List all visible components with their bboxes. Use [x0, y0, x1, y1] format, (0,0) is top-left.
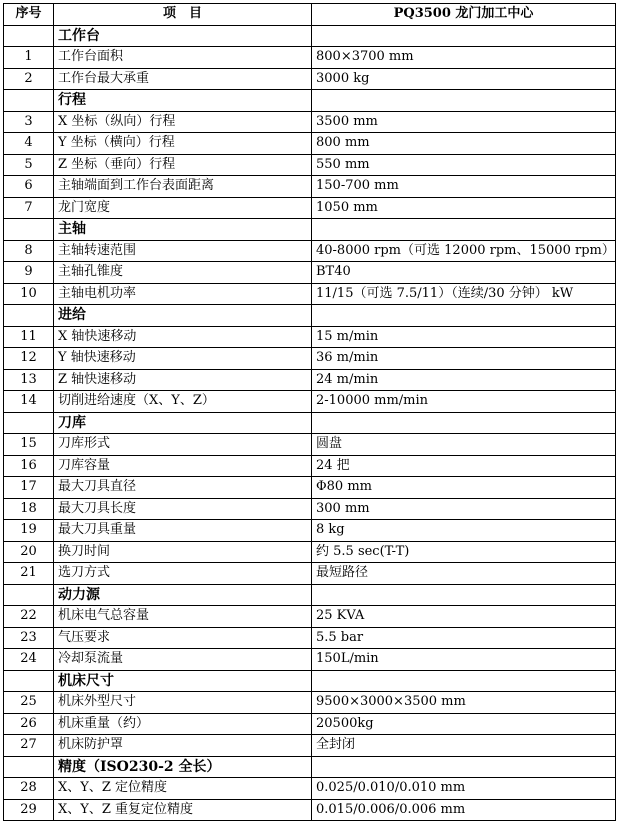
table-row — [4, 455, 616, 477]
row-value: 1050 mm — [312, 197, 616, 219]
row-value: 24 把 — [312, 455, 616, 477]
row-item: 龙门宽度 — [54, 197, 312, 219]
section-no-cell — [4, 90, 54, 112]
section-title: 刀库 — [54, 412, 312, 434]
row-item: 最大刀具长度 — [54, 498, 312, 520]
row-value: 11/15（可选 7.5/11）（连续/30 分钟） kW — [312, 283, 616, 305]
row-number: 22 — [4, 606, 54, 628]
row-item: 切削进给速度（X、Y、Z） — [54, 391, 312, 413]
section-no-cell — [4, 756, 54, 778]
row-value: 0.025/0.010/0.010 mm — [312, 778, 616, 800]
row-item: 主轴电机功率 — [54, 283, 312, 305]
section-value-cell — [312, 305, 616, 327]
table-row — [4, 735, 616, 757]
row-item: 气压要求 — [54, 627, 312, 649]
row-number: 18 — [4, 498, 54, 520]
table-row — [4, 391, 616, 413]
row-item: 冷却泵流量 — [54, 649, 312, 671]
table-row — [4, 262, 616, 284]
row-value: 800 mm — [312, 133, 616, 155]
row-number: 17 — [4, 477, 54, 499]
spec-table-body — [4, 25, 616, 821]
row-item: 最大刀具重量 — [54, 520, 312, 542]
row-item: X、Y、Z 重复定位精度 — [54, 799, 312, 821]
table-row — [4, 326, 616, 348]
row-value: 圆盘 — [312, 434, 616, 456]
row-item: 主轴孔锥度 — [54, 262, 312, 284]
row-item: Z 轴快速移动 — [54, 369, 312, 391]
row-value: 最短路径 — [312, 563, 616, 585]
row-value: 3500 mm — [312, 111, 616, 133]
section-no-cell — [4, 670, 54, 692]
section-value-cell — [312, 219, 616, 241]
row-number: 26 — [4, 713, 54, 735]
row-number: 16 — [4, 455, 54, 477]
table-row — [4, 799, 616, 821]
header-model: PQ3500 龙门加工中心 — [312, 4, 616, 26]
section-title: 行程 — [54, 90, 312, 112]
row-number: 13 — [4, 369, 54, 391]
row-value: 全封闭 — [312, 735, 616, 757]
section-value-cell — [312, 412, 616, 434]
row-item: 选刀方式 — [54, 563, 312, 585]
row-value: 约 5.5 sec(T-T) — [312, 541, 616, 563]
row-item: 刀库容量 — [54, 455, 312, 477]
row-item: 主轴转速范围 — [54, 240, 312, 262]
table-row — [4, 369, 616, 391]
row-number: 1 — [4, 47, 54, 69]
row-value: Φ80 mm — [312, 477, 616, 499]
header-row — [4, 4, 616, 26]
spec-table — [3, 3, 616, 821]
section-value-cell — [312, 25, 616, 47]
table-row — [4, 197, 616, 219]
row-item: X 坐标（纵向）行程 — [54, 111, 312, 133]
section-title: 动力源 — [54, 584, 312, 606]
row-item: 工作台面积 — [54, 47, 312, 69]
row-value: 2-10000 mm/min — [312, 391, 616, 413]
table-row — [4, 477, 616, 499]
row-number: 5 — [4, 154, 54, 176]
row-number: 19 — [4, 520, 54, 542]
section-title: 工作台 — [54, 25, 312, 47]
table-row — [4, 778, 616, 800]
table-row — [4, 434, 616, 456]
row-item: 刀库形式 — [54, 434, 312, 456]
section-title: 主轴 — [54, 219, 312, 241]
row-value: 5.5 bar — [312, 627, 616, 649]
row-item: Y 轴快速移动 — [54, 348, 312, 370]
row-value: 550 mm — [312, 154, 616, 176]
row-value: 800×3700 mm — [312, 47, 616, 69]
section-row — [4, 25, 616, 47]
section-no-cell — [4, 219, 54, 241]
section-row — [4, 219, 616, 241]
section-no-cell — [4, 305, 54, 327]
row-item: 机床防护罩 — [54, 735, 312, 757]
row-number: 24 — [4, 649, 54, 671]
section-value-cell — [312, 90, 616, 112]
row-value: 0.015/0.006/0.006 mm — [312, 799, 616, 821]
row-item: 机床电气总容量 — [54, 606, 312, 628]
section-row — [4, 90, 616, 112]
row-value: 150L/min — [312, 649, 616, 671]
row-number: 12 — [4, 348, 54, 370]
row-item: Y 坐标（横向）行程 — [54, 133, 312, 155]
table-row — [4, 68, 616, 90]
row-item: 工作台最大承重 — [54, 68, 312, 90]
row-value: 3000 kg — [312, 68, 616, 90]
row-number: 7 — [4, 197, 54, 219]
section-row — [4, 305, 616, 327]
row-number: 2 — [4, 68, 54, 90]
row-number: 15 — [4, 434, 54, 456]
row-item: Z 坐标（垂向）行程 — [54, 154, 312, 176]
row-value: 40-8000 rpm（可选 12000 rpm、15000 rpm） — [312, 240, 616, 262]
row-item: 换刀时间 — [54, 541, 312, 563]
row-item: 机床外型尺寸 — [54, 692, 312, 714]
section-title: 精度（ISO230-2 全长） — [54, 756, 312, 778]
section-row — [4, 756, 616, 778]
row-value: 25 KVA — [312, 606, 616, 628]
section-value-cell — [312, 756, 616, 778]
row-number: 21 — [4, 563, 54, 585]
section-value-cell — [312, 584, 616, 606]
row-value: 15 m/min — [312, 326, 616, 348]
table-row — [4, 520, 616, 542]
row-number: 23 — [4, 627, 54, 649]
section-no-cell — [4, 584, 54, 606]
row-value: 20500kg — [312, 713, 616, 735]
section-value-cell — [312, 670, 616, 692]
row-value: 36 m/min — [312, 348, 616, 370]
row-item: X、Y、Z 定位精度 — [54, 778, 312, 800]
row-number: 28 — [4, 778, 54, 800]
row-number: 11 — [4, 326, 54, 348]
table-row — [4, 154, 616, 176]
row-number: 25 — [4, 692, 54, 714]
row-number: 27 — [4, 735, 54, 757]
row-number: 14 — [4, 391, 54, 413]
table-row — [4, 541, 616, 563]
row-value: 300 mm — [312, 498, 616, 520]
row-item: X 轴快速移动 — [54, 326, 312, 348]
row-number: 20 — [4, 541, 54, 563]
row-number: 9 — [4, 262, 54, 284]
table-row — [4, 606, 616, 628]
table-row — [4, 692, 616, 714]
row-item: 最大刀具直径 — [54, 477, 312, 499]
row-item: 机床重量（约） — [54, 713, 312, 735]
table-row — [4, 133, 616, 155]
row-number: 29 — [4, 799, 54, 821]
table-row — [4, 649, 616, 671]
row-value: 8 kg — [312, 520, 616, 542]
section-title: 机床尺寸 — [54, 670, 312, 692]
table-row — [4, 176, 616, 198]
row-value: 9500×3000×3500 mm — [312, 692, 616, 714]
header-no: 序号 — [4, 4, 54, 26]
table-row — [4, 283, 616, 305]
row-number: 10 — [4, 283, 54, 305]
row-value: 150-700 mm — [312, 176, 616, 198]
table-row — [4, 563, 616, 585]
row-number: 4 — [4, 133, 54, 155]
row-number: 3 — [4, 111, 54, 133]
row-value: 24 m/min — [312, 369, 616, 391]
section-row — [4, 670, 616, 692]
section-row — [4, 584, 616, 606]
table-row — [4, 498, 616, 520]
table-row — [4, 348, 616, 370]
row-value: BT40 — [312, 262, 616, 284]
table-row — [4, 111, 616, 133]
table-row — [4, 47, 616, 69]
table-row — [4, 240, 616, 262]
section-no-cell — [4, 25, 54, 47]
row-number: 6 — [4, 176, 54, 198]
section-title: 进给 — [54, 305, 312, 327]
table-row — [4, 713, 616, 735]
row-number: 8 — [4, 240, 54, 262]
table-row — [4, 627, 616, 649]
header-item: 项 目 — [54, 4, 312, 26]
section-row — [4, 412, 616, 434]
section-no-cell — [4, 412, 54, 434]
row-item: 主轴端面到工作台表面距离 — [54, 176, 312, 198]
